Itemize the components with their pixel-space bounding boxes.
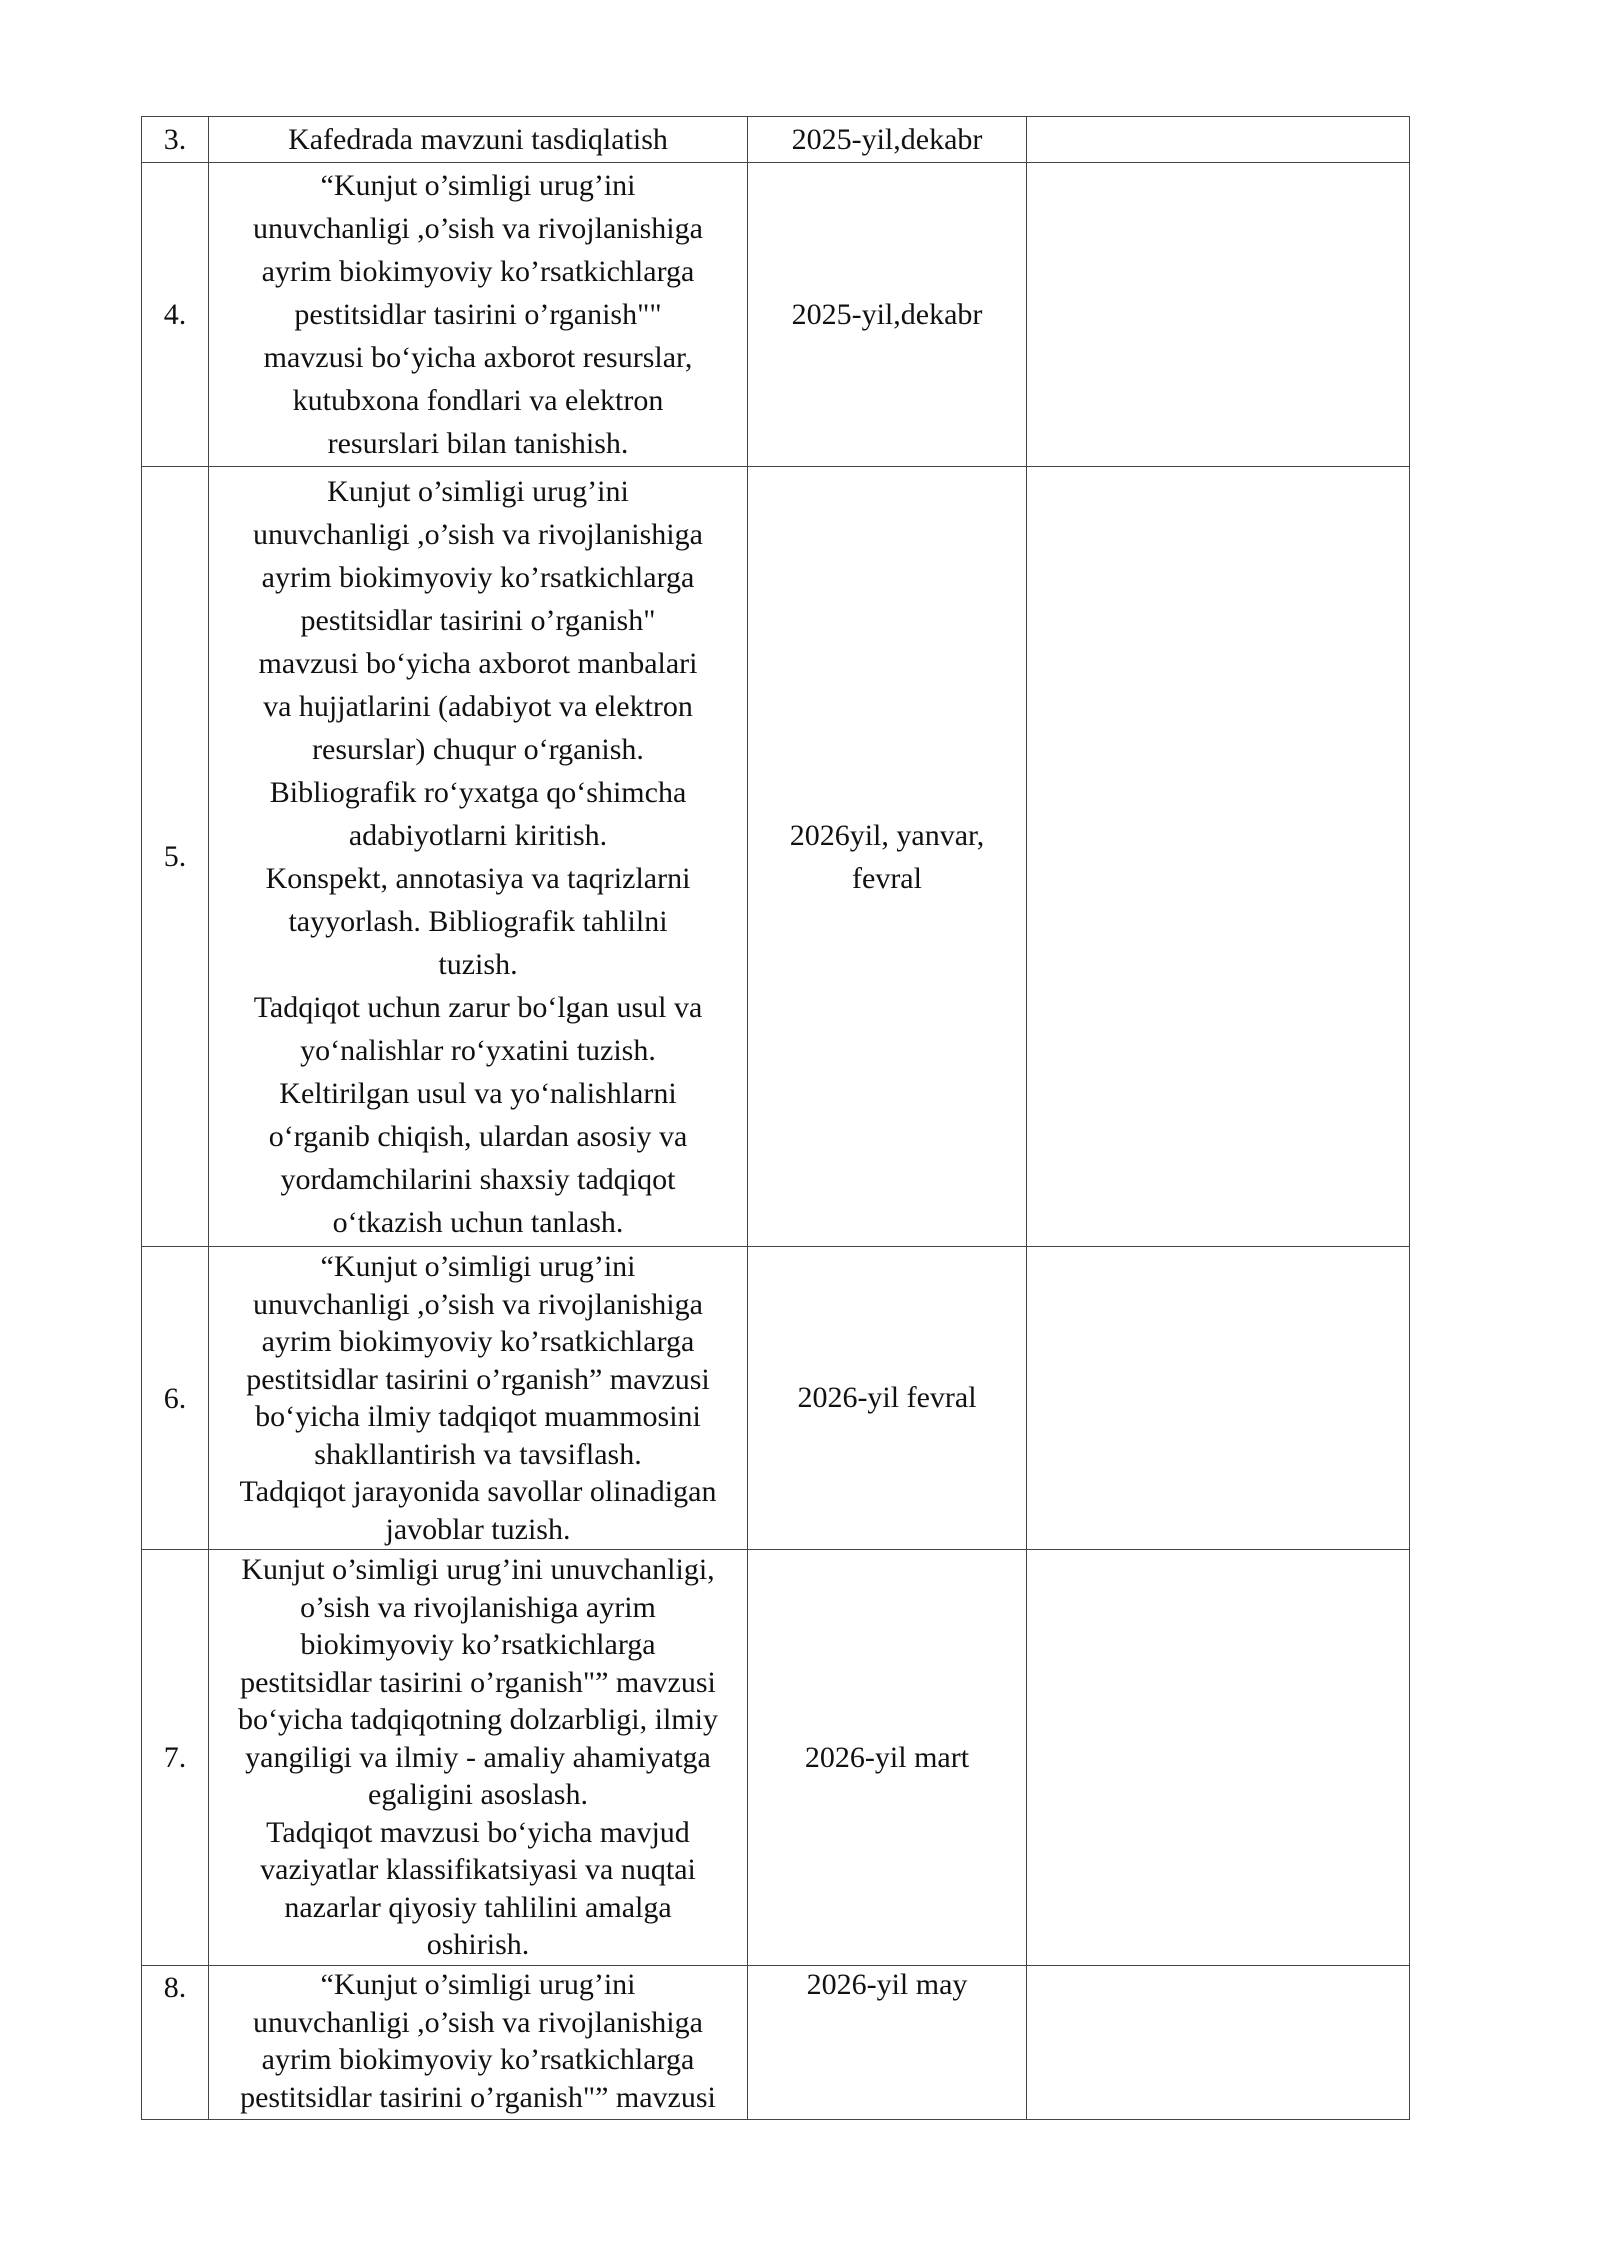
table-row xyxy=(142,1247,1410,1550)
row-number: 8. xyxy=(142,1966,209,2120)
row-number: 6. xyxy=(142,1247,209,1550)
task-cell xyxy=(209,117,748,163)
task-line: Konspekt, annotasiya va taqrizlarni xyxy=(265,861,691,895)
table-row xyxy=(142,467,1410,1247)
table-row xyxy=(142,1550,1410,1966)
note-cell xyxy=(1027,1550,1410,1966)
date-cell xyxy=(748,467,1027,1247)
task-line: oʻtkazish uchun tanlash. xyxy=(332,1205,624,1239)
task-line: ayrim biokimyoviy ko’rsatkichlarga xyxy=(261,1325,695,1358)
date-line: 2025-yil,dekabr xyxy=(791,123,983,156)
task-cell xyxy=(209,1247,748,1550)
task-line: ayrim biokimyoviy ko’rsatkichlarga xyxy=(261,255,695,288)
task-line: oʻrganib chiqish, ulardan asosiy va xyxy=(268,1119,688,1153)
task-line: pestitsidlar tasirini o’rganish"” mavzusi xyxy=(240,2080,716,2114)
date-line: 2025-yil,dekabr xyxy=(791,298,983,331)
note-cell xyxy=(1027,467,1410,1247)
task-line: javoblar tuzish. xyxy=(385,1512,571,1546)
table-row xyxy=(142,163,1410,467)
task-cell xyxy=(209,1550,748,1966)
task-line: yangiligi va ilmiy - amaliy ahamiyatga xyxy=(245,1740,711,1774)
date-line: 2026yil, yanvar, xyxy=(789,818,985,852)
task-line: Tadqiqot uchun zarur boʻlgan usul va xyxy=(253,990,703,1024)
task-line: adabiyotlarni kiritish. xyxy=(348,818,608,852)
task-line: unuvchanligi ,o’sish va rivojlanishiga xyxy=(253,517,703,551)
date-cell xyxy=(748,163,1027,467)
task-line: unuvchanligi ,o’sish va rivojlanishiga xyxy=(253,212,703,245)
task-line: shakllantirish va tavsiflash. xyxy=(314,1437,642,1471)
task-line: Tadqiqot mavzusi boʻyicha mavjud xyxy=(266,1815,690,1849)
task-line: vaziyatlar klassifikatsiyasi va nuqtai xyxy=(260,1853,696,1887)
task-line: mavzusi boʻyicha axborot manbalari xyxy=(258,646,698,680)
task-line: va hujjatlarini (adabiyot va elektron xyxy=(263,689,693,723)
note-cell xyxy=(1027,117,1410,163)
table-row xyxy=(142,1966,1410,2120)
task-line: yoʻnalishlar roʻyxatini tuzish. xyxy=(300,1033,656,1067)
note-cell xyxy=(1027,1247,1410,1550)
task-cell xyxy=(209,1966,748,2120)
date-cell xyxy=(748,1247,1027,1550)
task-line: Kunjut o’simligi urug’ini unuvchanligi, xyxy=(241,1553,715,1587)
task-line: boʻyicha tadqiqotning dolzarbligi, ilmiy xyxy=(238,1703,718,1737)
task-line: Kafedrada mavzuni tasdiqlatish xyxy=(288,123,668,156)
task-line: ayrim biokimyoviy ko’rsatkichlarga xyxy=(261,560,695,594)
task-line: “Kunjut o’simligi urug’ini xyxy=(320,169,636,202)
task-line: tayyorlash. Bibliografik tahlilni xyxy=(288,904,668,938)
task-line: resurslar) chuqur oʻrganish. xyxy=(312,732,644,766)
task-line: unuvchanligi ,o’sish va rivojlanishiga xyxy=(253,1287,703,1321)
task-line: egaligini asoslash. xyxy=(368,1778,588,1812)
plan-table xyxy=(141,116,1410,2120)
note-cell xyxy=(1027,1966,1410,2120)
date-line: 2026-yil mart xyxy=(804,1740,970,1774)
task-line: unuvchanligi ,o’sish va rivojlanishiga xyxy=(253,2005,703,2039)
task-line: “Kunjut o’simligi urug’ini xyxy=(320,1968,636,2001)
task-line: biokimyoviy ko’rsatkichlarga xyxy=(300,1628,656,1662)
task-line: kutubxona fondlari va elektron xyxy=(292,384,664,417)
date-line: 2026-yil may xyxy=(806,1968,968,2001)
table-row xyxy=(142,117,1410,163)
task-line: yordamchilarini shaxsiy tadqiqot xyxy=(280,1162,676,1196)
row-number: 5. xyxy=(142,467,209,1247)
date-cell xyxy=(748,1550,1027,1966)
task-line: Keltirilgan usul va yoʻnalishlarni xyxy=(279,1076,677,1110)
task-line: pestitsidlar tasirini o’rganish” mavzusi xyxy=(246,1362,710,1396)
date-line: fevral xyxy=(852,861,922,895)
row-number: 7. xyxy=(142,1550,209,1966)
note-cell xyxy=(1027,163,1410,467)
task-line: Kunjut o’simligi urug’ini xyxy=(327,474,629,508)
task-line: pestitsidlar tasirini o’rganish"" xyxy=(294,298,662,331)
task-line: tuzish. xyxy=(438,947,518,981)
task-line: Bibliografik roʻyxatga qoʻshimcha xyxy=(269,775,687,809)
task-line: oshirish. xyxy=(426,1928,530,1962)
task-line: resurslari bilan tanishish. xyxy=(327,427,629,460)
task-cell xyxy=(209,467,748,1247)
task-line: boʻyicha ilmiy tadqiqot muammosini xyxy=(255,1400,701,1433)
task-line: pestitsidlar tasirini o’rganish" xyxy=(300,603,656,637)
row-number: 3. xyxy=(142,117,209,163)
task-cell xyxy=(209,163,748,467)
date-line: 2026-yil fevral xyxy=(797,1381,977,1415)
date-cell xyxy=(748,117,1027,163)
task-line: pestitsidlar tasirini o’rganish"” mavzusi xyxy=(240,1665,716,1699)
task-line: “Kunjut o’simligi urug’ini xyxy=(320,1250,636,1283)
task-line: nazarlar qiyosiy tahlilini amalga xyxy=(284,1890,672,1924)
task-line: o’sish va rivojlanishiga ayrim xyxy=(300,1590,656,1624)
row-number: 4. xyxy=(142,163,209,467)
task-line: ayrim biokimyoviy ko’rsatkichlarga xyxy=(261,2043,695,2076)
task-line: mavzusi boʻyicha axborot resurslar, xyxy=(263,341,693,374)
date-cell xyxy=(748,1966,1027,2120)
task-line: Tadqiqot jarayonida savollar olinadigan xyxy=(239,1475,717,1508)
